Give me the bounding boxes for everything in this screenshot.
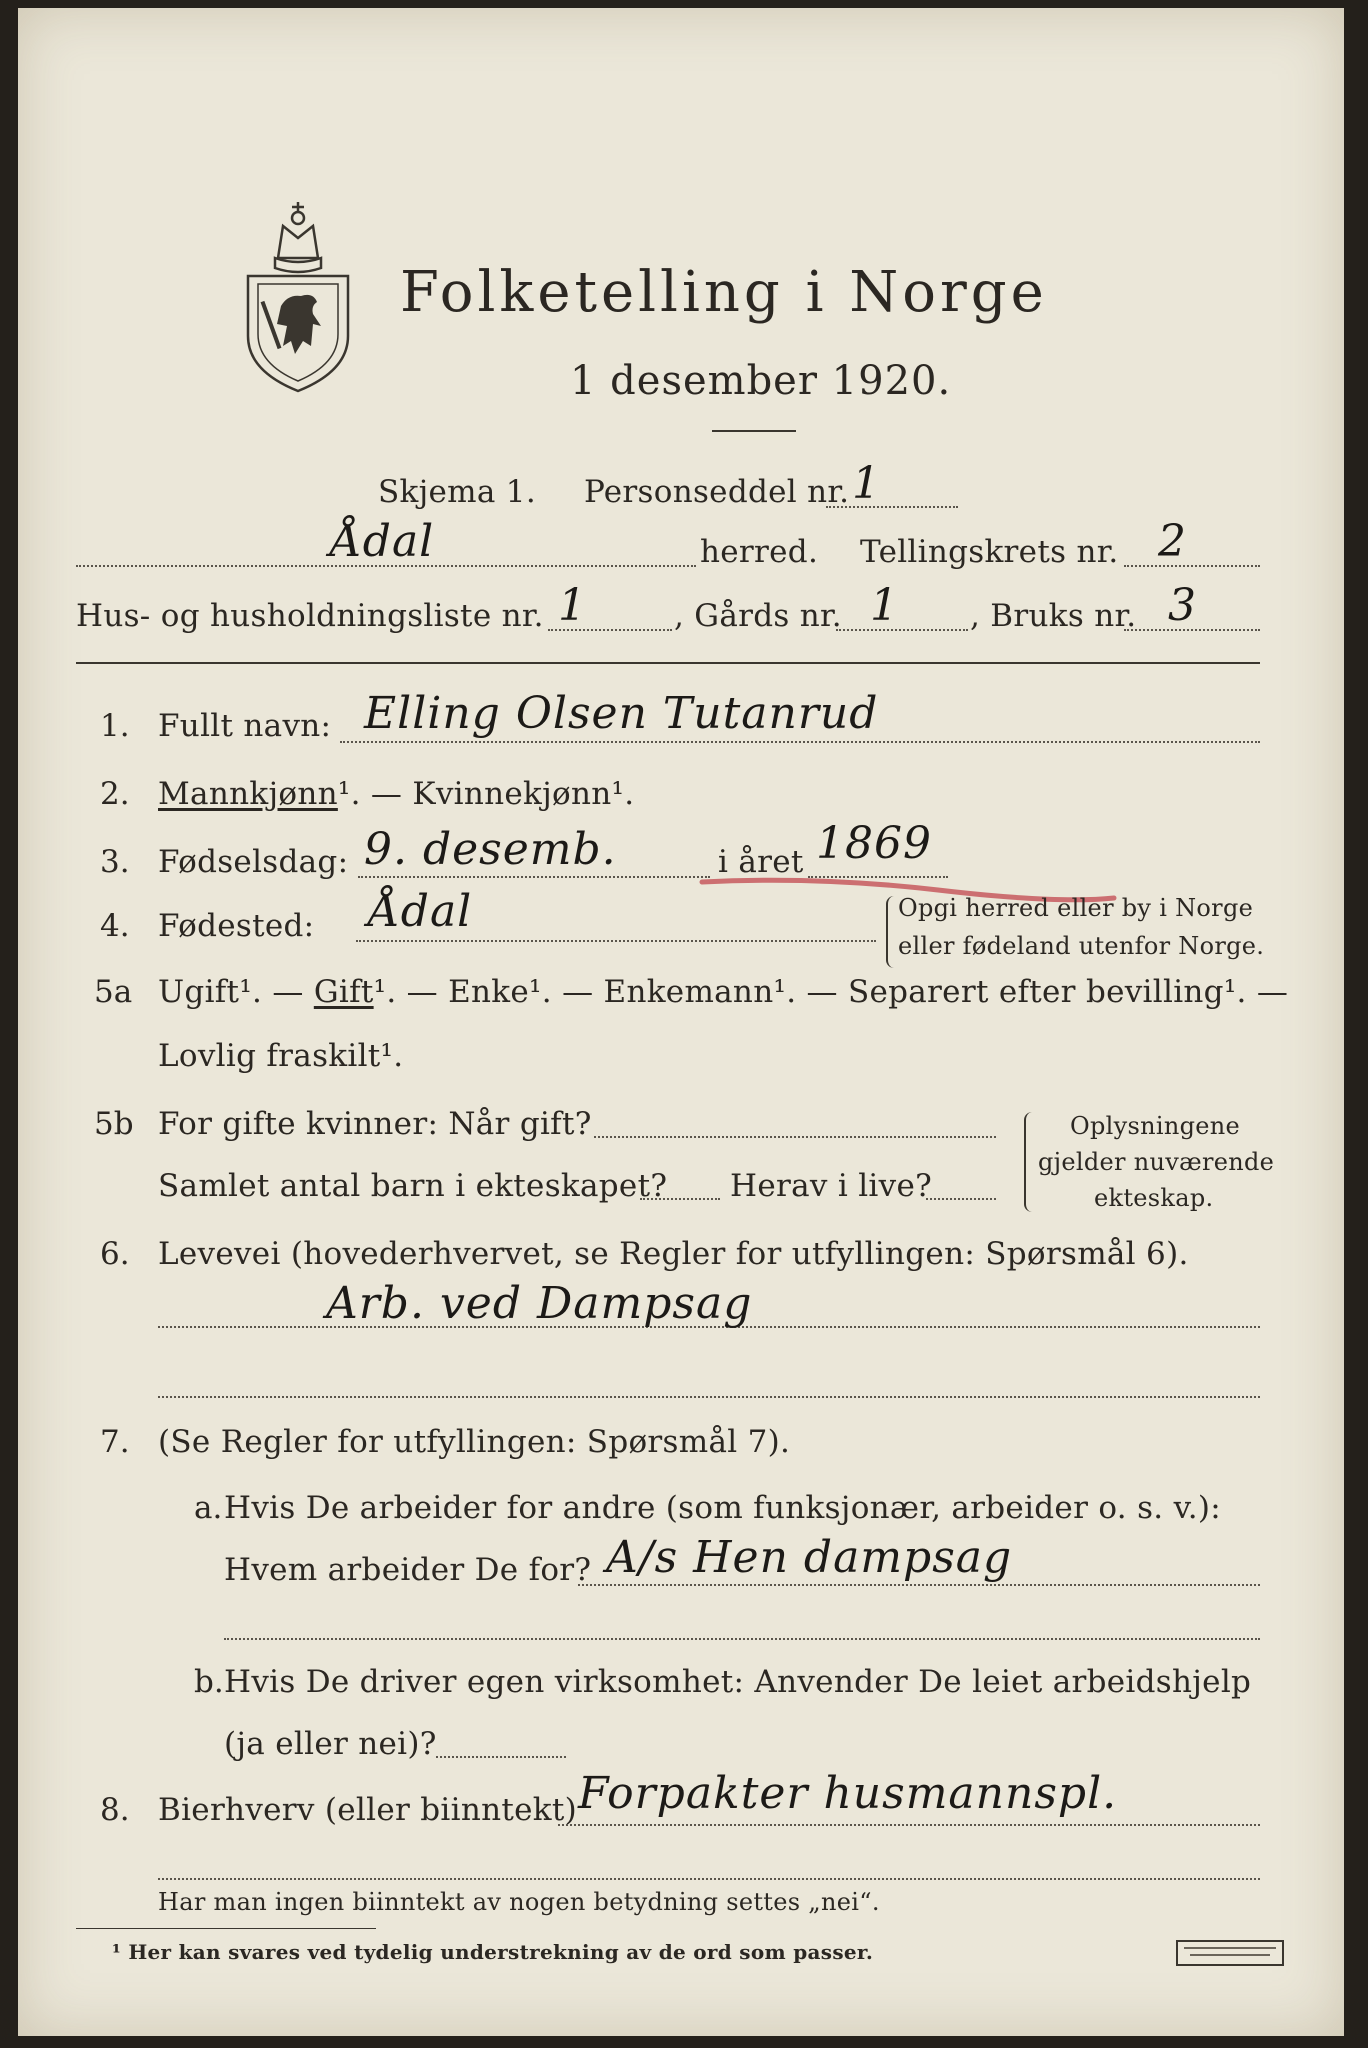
q5b-number: 5b bbox=[94, 1106, 134, 1142]
gards-value: 1 bbox=[870, 580, 899, 631]
q5a-text-after: ¹. — Enke¹. — Enkemann¹. — Separert efter bevilling¹. — bbox=[373, 974, 1289, 1010]
q6-label: Levevei (hovederhvervet, se Regler for utfyllingen: Spørsmål 6). bbox=[158, 1236, 1189, 1272]
husholdning-label: Hus- og husholdningsliste nr. bbox=[76, 598, 544, 634]
title-divider bbox=[712, 430, 796, 432]
q5a-options bbox=[158, 974, 1288, 1010]
q6-number: 6. bbox=[100, 1236, 130, 1272]
q3-label: Fødselsdag: bbox=[158, 844, 349, 880]
q8-line2 bbox=[158, 1878, 1260, 1880]
header-divider bbox=[76, 662, 1260, 664]
q7-number: 7. bbox=[100, 1424, 130, 1460]
q1-value: Elling Olsen Tutanrud bbox=[364, 688, 879, 739]
q7a-line bbox=[578, 1584, 1260, 1586]
q5b-children-line bbox=[640, 1198, 720, 1200]
bruks-label: , Bruks nr. bbox=[970, 598, 1137, 634]
q7-label: (Se Regler for utfyllingen: Spørsmål 7). bbox=[158, 1424, 791, 1460]
census-date: 1 desember 1920. bbox=[570, 358, 952, 404]
q5b-alive-line bbox=[926, 1198, 996, 1200]
q3-date-line bbox=[358, 876, 710, 878]
herred-value: Ådal bbox=[330, 516, 435, 567]
q7a-line2: Hvem arbeider De for? bbox=[224, 1552, 592, 1588]
q7a-line1: Hvis De arbeider for andre (som funksjonær, arbeider o. s. v.): bbox=[224, 1490, 1222, 1526]
tellingskrets-value: 2 bbox=[1158, 516, 1187, 567]
gards-line bbox=[836, 629, 968, 631]
q7b-letter: b. bbox=[194, 1664, 224, 1700]
q7b-answer-line bbox=[436, 1756, 566, 1758]
q5b-note-brace bbox=[1024, 1112, 1032, 1212]
q1-label: Fullt navn: bbox=[158, 708, 332, 744]
q5b-note-line2: gjelder nuværende bbox=[1038, 1148, 1275, 1176]
q3-year-value: 1869 bbox=[816, 818, 932, 869]
q5a-number: 5a bbox=[94, 974, 133, 1010]
q1-line bbox=[340, 741, 1260, 743]
q5b-line1: For gifte kvinner: Når gift? bbox=[158, 1106, 592, 1142]
q4-label: Fødested: bbox=[158, 908, 315, 944]
q5b-married-line bbox=[594, 1136, 996, 1138]
q4-line bbox=[356, 940, 876, 942]
q3-number: 3. bbox=[100, 844, 130, 880]
q4-value: Ådal bbox=[368, 886, 473, 937]
coat-of-arms-icon bbox=[233, 196, 363, 396]
census-form-page bbox=[18, 8, 1344, 2036]
tellingskrets-line bbox=[1124, 565, 1260, 567]
form-title: Folketelling i Norge bbox=[400, 260, 1048, 325]
q4-number: 4. bbox=[100, 908, 130, 944]
q5b-note-line3: ekteskap. bbox=[1094, 1184, 1214, 1212]
gards-label: , Gårds nr. bbox=[674, 598, 842, 634]
q2-options bbox=[158, 776, 634, 812]
q5a-option-gift: Gift bbox=[313, 974, 374, 1010]
personseddel-line bbox=[826, 506, 958, 508]
footnote: ¹ Her kan svares ved tydelig understrekning av de ord som passer. bbox=[112, 1940, 874, 1964]
q3-year-label: i året bbox=[718, 844, 804, 880]
q7a-value: A/s Hen dampsag bbox=[606, 1532, 1013, 1583]
q7b-line1: Hvis De driver egen virksomhet: Anvender De leiet arbeidshjelp bbox=[224, 1664, 1252, 1700]
bruks-value: 3 bbox=[1168, 580, 1197, 631]
q5a-text-before: Ugift¹. — bbox=[158, 974, 314, 1010]
footnote-divider bbox=[76, 1928, 376, 1929]
q8-value: Forpakter husmannspl. bbox=[578, 1768, 1118, 1819]
skjema-label: Skjema 1. bbox=[378, 474, 536, 510]
q5a-line2: Lovlig fraskilt¹. bbox=[158, 1038, 404, 1074]
q3-value: 9. desemb. bbox=[364, 824, 617, 875]
q2-option-female: Kvinnekjønn¹. bbox=[412, 776, 635, 812]
personseddel-label: Personseddel nr. bbox=[584, 474, 850, 510]
q5b-line2b: Herav i live? bbox=[730, 1168, 933, 1204]
q8-number: 8. bbox=[100, 1792, 130, 1828]
q8-label: Bierhverv (eller biinntekt) bbox=[158, 1792, 578, 1828]
footer-note: Har man ingen biinntekt av nogen betydning settes „nei“. bbox=[158, 1888, 880, 1916]
q5b-line2a: Samlet antal barn i ekteskapet? bbox=[158, 1168, 668, 1204]
q7a-letter: a. bbox=[194, 1490, 223, 1526]
q6-value: Arb. ved Dampsag bbox=[326, 1278, 753, 1329]
q7a-line2-blank bbox=[224, 1638, 1260, 1640]
q2-separator: ¹. — bbox=[337, 776, 413, 812]
q2-number: 2. bbox=[100, 776, 130, 812]
q1-number: 1. bbox=[100, 708, 130, 744]
q7b-line2: (ja eller nei)? bbox=[224, 1726, 437, 1762]
q8-line bbox=[558, 1824, 1260, 1826]
printer-stamp-icon bbox=[1176, 1940, 1284, 1966]
q2-option-male: Mannkjønn bbox=[158, 776, 338, 812]
tellingskrets-label: Tellingskrets nr. bbox=[860, 534, 1119, 570]
q4-note-line2: eller fødeland utenfor Norge. bbox=[898, 932, 1265, 960]
husholdning-value: 1 bbox=[558, 580, 587, 631]
personseddel-value: 1 bbox=[852, 458, 881, 509]
q4-note-line1: Opgi herred eller by i Norge bbox=[898, 894, 1254, 922]
herred-label: herred. bbox=[700, 534, 819, 570]
q5b-note-line1: Oplysningene bbox=[1070, 1112, 1241, 1140]
q4-note-brace bbox=[886, 896, 894, 968]
q6-line2 bbox=[158, 1396, 1260, 1398]
